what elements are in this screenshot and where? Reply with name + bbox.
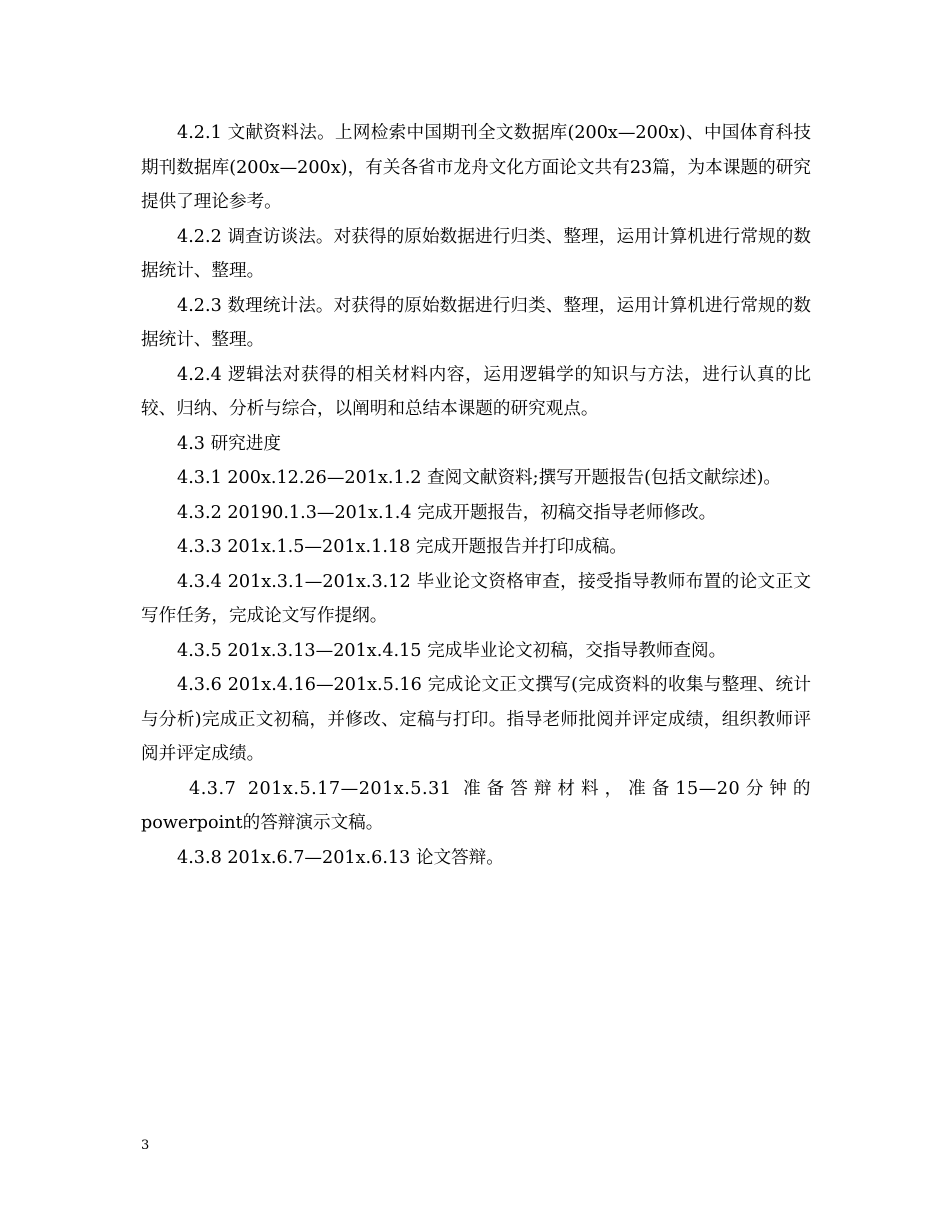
paragraph-4-2-1: 4.2.1 文献资料法。上网检索中国期刊全文数据库(200x—200x)、中国体育科技期刊数据库(200x—200x)，有关各省市龙舟文化方面论文共有23篇，为本课题的研究提供了理论参考。 xyxy=(141,123,811,212)
paragraph-4-3-4: 4.3.4 201x.3.1—201x.3.12 毕业论文资格审查，接受指导教师布置的论文正文写作任务，完成论文写作提纲。 xyxy=(141,571,811,626)
paragraph-4-3-7: 4.3.7 201x.5.17—201x.5.31 准备答辩材料，准备15—20分钟的 xyxy=(189,778,811,799)
paragraph-4-3-1: 4.3.1 200x.12.26—201x.1.2 查阅文献资料;撰写开题报告(包括文献综述)。 xyxy=(177,468,782,488)
document-body xyxy=(141,116,811,875)
paragraph-4-3-6: 4.3.6 201x.4.16—201x.5.16 完成论文正文撰写(完成资料的收集与整理、统计与分析)完成正文初稿，并修改、定稿与打印。指导老师批阅并评定成绩，组织教师评阅并评定成绩。 xyxy=(141,675,811,764)
paragraph-4-2-2: 4.2.2 调查访谈法。对获得的原始数据进行归类、整理，运用计算机进行常规的数据统计、整理。 xyxy=(141,226,811,281)
paragraph-4-2-3: 4.2.3 数理统计法。对获得的原始数据进行归类、整理，运用计算机进行常规的数据统计、整理。 xyxy=(141,295,811,350)
section-heading-4-3: 4.3 研究进度 xyxy=(177,433,281,454)
paragraph-4-3-3: 4.3.3 201x.1.5—201x.1.18 完成开题报告并打印成稿。 xyxy=(177,537,628,557)
paragraph-4-3-7-continuation: powerpoint的答辩演示文稿。 xyxy=(141,813,384,833)
page-number: 3 xyxy=(141,1138,150,1153)
paragraph-4-2-4: 4.2.4 逻辑法对获得的相关材料内容，运用逻辑学的知识与方法，进行认真的比较、归纳、分析与综合，以阐明和总结本课题的研究观点。 xyxy=(141,364,811,419)
paragraph-4-3-5: 4.3.5 201x.3.13—201x.4.15 完成毕业论文初稿，交指导教师查阅。 xyxy=(177,640,727,661)
paragraph-4-3-8: 4.3.8 201x.6.7—201x.6.13 论文答辩。 xyxy=(177,847,504,868)
paragraph-4-3-2: 4.3.2 20190.1.3—201x.1.4 完成开题报告，初稿交指导老师修改。 xyxy=(177,502,717,523)
